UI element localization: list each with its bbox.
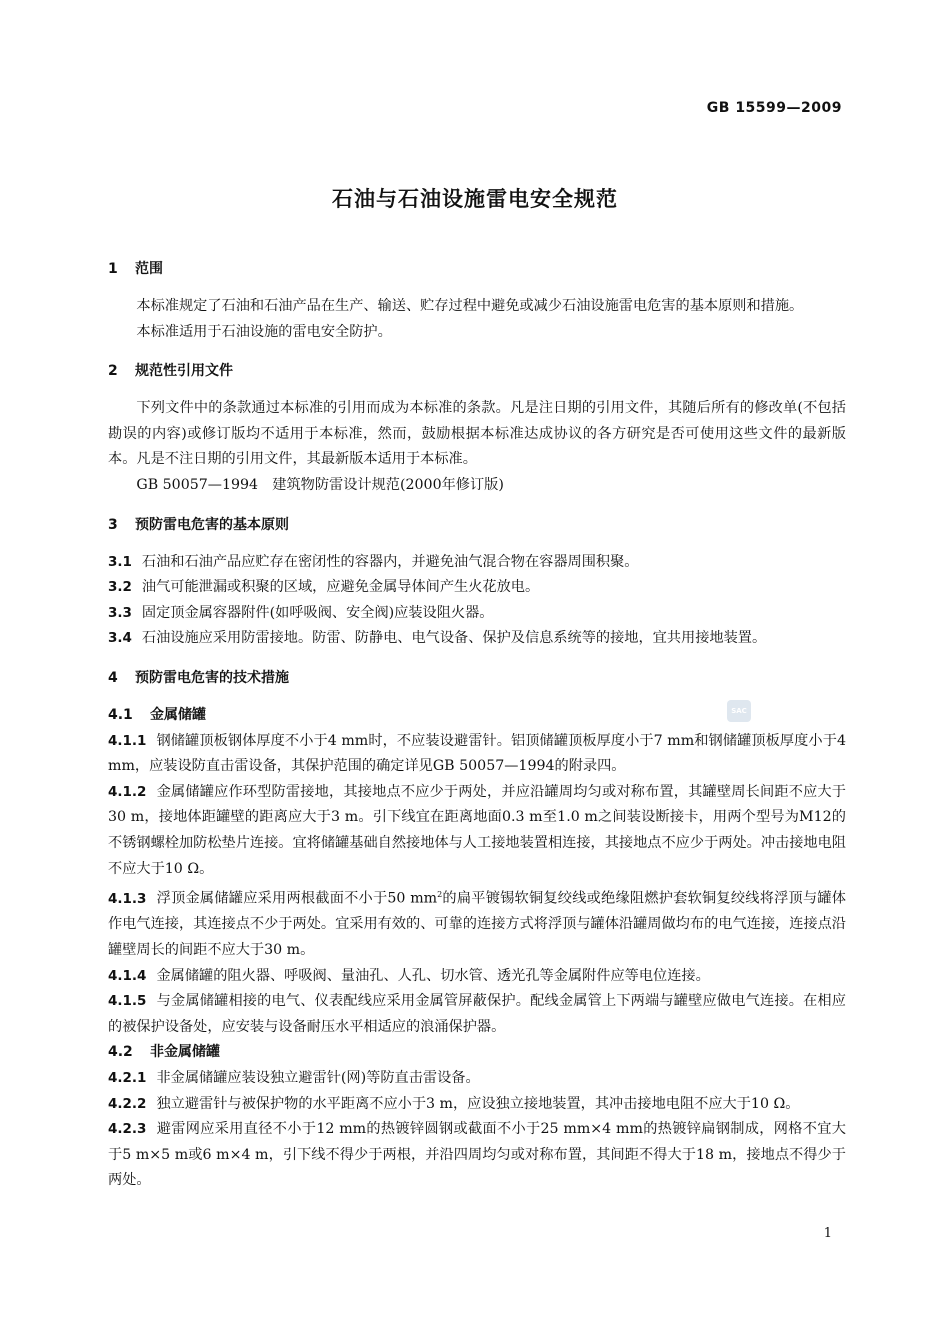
clause-text: 与金属储罐相接的电气、仪表配线应采用金属管屏蔽保护。配线金属管上下两端与罐壁应做电气连接。在相应的被保护设备处，应安装与设备耐压水平相适应的浪涌保护器。 bbox=[108, 993, 846, 1035]
sac-watermark-logo: SAC bbox=[727, 700, 751, 722]
clause-number: 4.1.1 bbox=[108, 732, 147, 749]
clause-4-2-2 bbox=[108, 1092, 846, 1118]
clause-4-1-4 bbox=[108, 964, 846, 990]
normative-references-paragraph: 下列文件中的条款通过本标准的引用而成为本标准的条款。凡是注日期的引用文件，其随后所有的修改单(不包括勘误的内容)或修订版均不适用于本标准，然而，鼓励根据本标准达成协议的各方研究是否可使用这些文件的最新版本。凡是不注日期的引用文件，其最新版本适用于本标准。 bbox=[108, 400, 846, 468]
clause-3-3 bbox=[108, 601, 846, 627]
section-number: 3 bbox=[108, 516, 118, 533]
standard-code: GB 15599—2009 bbox=[706, 100, 842, 116]
clause-number: 3.1 bbox=[108, 553, 132, 570]
clause-4-2-1 bbox=[108, 1066, 846, 1092]
clause-number: 4.2.3 bbox=[108, 1121, 147, 1138]
clause-text-part-2: 的扁平镀锡软铜复绞线或绝缘阻燃护套软铜复绞线将浮顶与罐体作电气连接，其连接点不少于两处。宜采用有效的、可靠的连接方式将浮顶与罐体沿罐周做均布的电气连接，连接点沿罐壁周长的间距不应大于30 m。 bbox=[108, 890, 846, 959]
clause-number: 3.3 bbox=[108, 604, 132, 621]
clause-4-2-3 bbox=[108, 1117, 846, 1194]
scope-paragraph-2: 本标准适用于石油设施的雷电安全防护。 bbox=[136, 323, 392, 340]
scope-paragraph-1: 本标准规定了石油和石油产品在生产、输送、贮存过程中避免或减少石油设施雷电危害的基本原则和措施。 bbox=[136, 298, 804, 314]
subsection-4-2-heading bbox=[108, 1040, 846, 1066]
subsection-number: 4.1 bbox=[108, 706, 133, 723]
section-4-heading bbox=[108, 665, 846, 691]
clause-number: 4.1.3 bbox=[108, 890, 147, 907]
clause-3-4 bbox=[108, 626, 846, 652]
clause-4-1-2 bbox=[108, 780, 846, 882]
section-title: 规范性引用文件 bbox=[135, 363, 233, 380]
clause-number: 4.1.2 bbox=[108, 783, 147, 800]
clause-4-1-3 bbox=[108, 882, 846, 964]
section-number: 1 bbox=[108, 261, 118, 277]
clause-number: 3.2 bbox=[108, 579, 132, 596]
clause-text: 金属储罐应作环型防雷接地，其接地点不应少于两处，并应沿罐周均匀或对称布置，其罐壁周长间距不应大于30 m，接地体距罐壁的距离应大于3 m。引下线宜在距离地面0.3 m至1.0 m之间装设断接卡，用两个型号为M12的不锈钢螺栓加防松垫片连接。宜将储罐基础自然接地体与人工接地装置相连接，其接地点不应少于两处。冲击接地电阻不应大于10 Ω。 bbox=[108, 783, 846, 877]
clause-number: 3.4 bbox=[108, 630, 132, 647]
clause-4-1-1 bbox=[108, 729, 846, 780]
subsection-4-1-heading bbox=[108, 703, 846, 729]
superscript-2: 2 bbox=[437, 890, 443, 900]
subsection-title: 金属储罐 bbox=[150, 706, 206, 723]
clause-number: 4.1.4 bbox=[108, 967, 147, 984]
section-1-heading bbox=[108, 256, 846, 282]
clause-text: 石油和石油产品应贮存在密闭性的容器内，并避免油气混合物在容器周围积聚。 bbox=[141, 553, 639, 570]
clause-text: 石油设施应采用防雷接地。防雷、防静电、电气设备、保护及信息系统等的接地，宜共用接地装置。 bbox=[141, 630, 767, 647]
section-number: 4 bbox=[108, 669, 118, 686]
section-3-heading bbox=[108, 512, 846, 538]
subsection-number: 4.2 bbox=[108, 1044, 133, 1061]
clause-3-1 bbox=[108, 550, 846, 576]
clause-number: 4.2.2 bbox=[108, 1095, 147, 1112]
clause-text: 金属储罐的阻火器、呼吸阀、量油孔、人孔、切水管、透光孔等金属附件应等电位连接。 bbox=[156, 967, 710, 984]
subsection-title: 非金属储罐 bbox=[150, 1044, 220, 1061]
clause-3-2 bbox=[108, 575, 846, 601]
clause-text: 钢储罐顶板钢体厚度不小于4 mm时，不应装设避雷针。铝顶储罐顶板厚度小于7 mm和钢储罐顶板厚度小于4 mm，应装设防直击雷设备，其保护范围的确定详见GB 50057—1994的附录四。 bbox=[108, 732, 846, 775]
clause-text: 独立避雷针与被保护物的水平距离不应小于3 m，应设独立接地装置，其冲击接地电阻不应大于10 Ω。 bbox=[156, 1095, 800, 1112]
section-2-heading bbox=[108, 358, 846, 384]
section-number: 2 bbox=[108, 363, 118, 380]
clause-number: 4.1.5 bbox=[108, 993, 147, 1010]
clause-text: 固定顶金属容器附件(如呼吸阀、安全阀)应装设阻火器。 bbox=[141, 604, 494, 621]
clause-number: 4.2.1 bbox=[108, 1069, 147, 1086]
section-title: 预防雷电危害的基本原则 bbox=[135, 516, 289, 533]
clause-text: 避雷网应采用直径不小于12 mm的热镀锌圆钢或截面不小于25 mm×4 mm的热镀锌扁钢制成，网格不宜大于5 m×5 m或6 m×4 m，引下线不得少于两根，并沿四周均匀或对称布置，其间距不得大于18 m，接地点不得少于两处。 bbox=[108, 1121, 846, 1189]
clause-4-1-5 bbox=[108, 989, 846, 1040]
clause-text-part-1: 浮顶金属储罐应采用两根截面不小于50 mm bbox=[156, 890, 438, 907]
document-title: 石油与石油设施雷电安全规范 bbox=[332, 187, 618, 211]
section-title: 预防雷电危害的技术措施 bbox=[135, 669, 289, 686]
clause-text: 油气可能泄漏或积聚的区域，应避免金属导体间产生火花放电。 bbox=[141, 579, 540, 596]
document-body bbox=[108, 256, 846, 1194]
reference-entry: GB 50057—1994 建筑物防雷设计规范(2000年修订版) bbox=[136, 476, 504, 493]
clause-text: 非金属储罐应装设独立避雷针(网)等防直击雷设备。 bbox=[156, 1069, 480, 1086]
page-number: 1 bbox=[823, 1226, 832, 1241]
section-title: 范围 bbox=[135, 261, 163, 277]
